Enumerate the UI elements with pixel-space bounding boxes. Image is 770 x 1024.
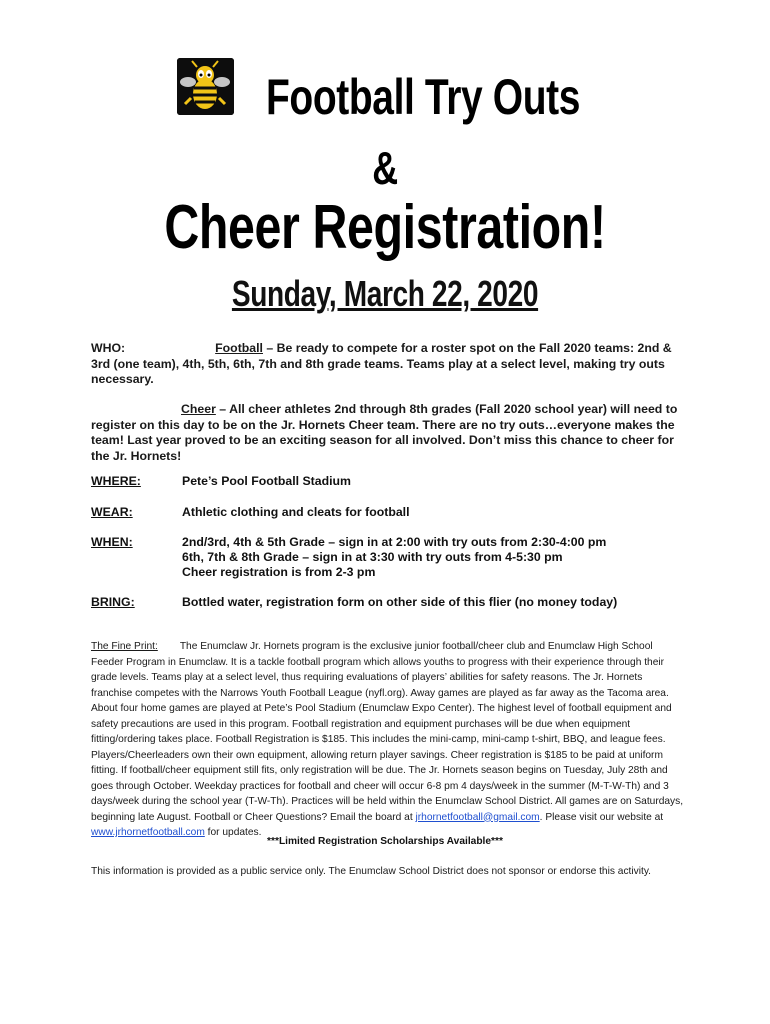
cheer-label: Cheer [181, 402, 216, 416]
bring-label: BRING: [91, 595, 135, 609]
who-cheer-paragraph [91, 402, 687, 464]
cheer-text: – All cheer athletes 2nd through 8th grades (Fall 2020 school year) will need to register on this day to be on the Jr. Hornets Cheer team. There are no try outs…everyone makes the team! Last year proved to be an exciting season for all involved. Don’t miss this chance to cheer for the Jr. Hornets! [91, 402, 678, 463]
wear-value: Athletic clothing and cleats for football [182, 505, 410, 519]
when-line-1: 2nd/3rd, 4th & 5th Grade – sign in at 2:00 with try outs from 2:30-4:00 pm [182, 535, 607, 549]
fine-print-label: The Fine Print: [91, 641, 158, 652]
when-line-3: Cheer registration is from 2-3 pm [182, 565, 376, 579]
visit-text: Please visit our website at [545, 811, 664, 823]
fine-print-period: . [539, 811, 543, 823]
email-link[interactable]: jrhornetfootball@gmail.com [415, 811, 540, 823]
where-value: Pete’s Pool Football Stadium [182, 474, 351, 488]
wear-label: WEAR: [91, 505, 133, 519]
website-link[interactable]: www.jrhornetfootball.com [91, 827, 205, 838]
title-line-3: Cheer Registration! [164, 193, 606, 262]
bring-value: Bottled water, registration form on other side of this flier (no money today) [182, 595, 618, 609]
when-line-2: 6th, 7th & 8th Grade – sign in at 3:30 with try outs from 4-5:30 pm [182, 550, 563, 564]
disclaimer: This information is provided as a public service only. The Enumclaw School District does not sponsor or endorse this activity. [91, 866, 651, 877]
fine-print-text: The Enumclaw Jr. Hornets program is the exclusive junior football/cheer club and Enumclaw High School Feeder Program in Enumclaw. It is a tackle football program which allows youths to progress with their experience through their grade levels. Teams play at a select level, thus requiring evaluations of players’ abilities for safety reasons. The Jr. Hornets franchise competes with the Narrows Youth Football League (nyfl.org). Away games are played as far away as the Tacoma area. About four home games are played at Pete’s Pool Stadium (Enumclaw Expo Center). The highest level of football equipment and safety precautions are used in this program. Football registration and equipment purchases will be due when equipment fitting/ordering takes place. Football Registration is $185. This includes the mini-camp, mini-camp t-shirt, BBQ, and league fees. Players/Cheerleaders own their own equipment, allowing return player savings. Cheer registration is $185 to be paid at uniform fitting. If football/cheer equipment still fits, only registration will be due. The Jr. Hornets season begins on Tuesday, July 28th and goes through October. Weekday practices for football and cheer will occur 6-8 pm 4 days/week in the summer (M-T-W-Th) and 3 days/week during the school year (T-W-Th). Practices will be held within the Enumclaw School District. All games are on Saturdays, beginning late August. Football or Cheer Questions? Email the board at [91, 641, 684, 823]
title-line-1: Football Try Outs [265, 69, 581, 125]
football-text: – Be ready to compete for a roster spot on the Fall 2020 teams: 2nd & 3rd (one team), 4th, 5th, 6th, 7th and 8th grade teams. Teams play at a select level, making try outs necessary. [91, 341, 672, 387]
title-line-2: & [372, 142, 398, 194]
scholarships-notice: ***Limited Registration Scholarships Available*** [267, 836, 503, 847]
when-label: WHEN: [91, 535, 133, 549]
event-date: Sunday, March 22, 2020 [231, 273, 539, 314]
who-label: WHO: [91, 341, 126, 355]
who-football-paragraph [91, 341, 687, 388]
updates-text: for updates. [207, 827, 262, 838]
football-label: Football [215, 341, 263, 355]
where-label: WHERE: [91, 474, 141, 488]
fine-print-paragraph [91, 639, 686, 841]
